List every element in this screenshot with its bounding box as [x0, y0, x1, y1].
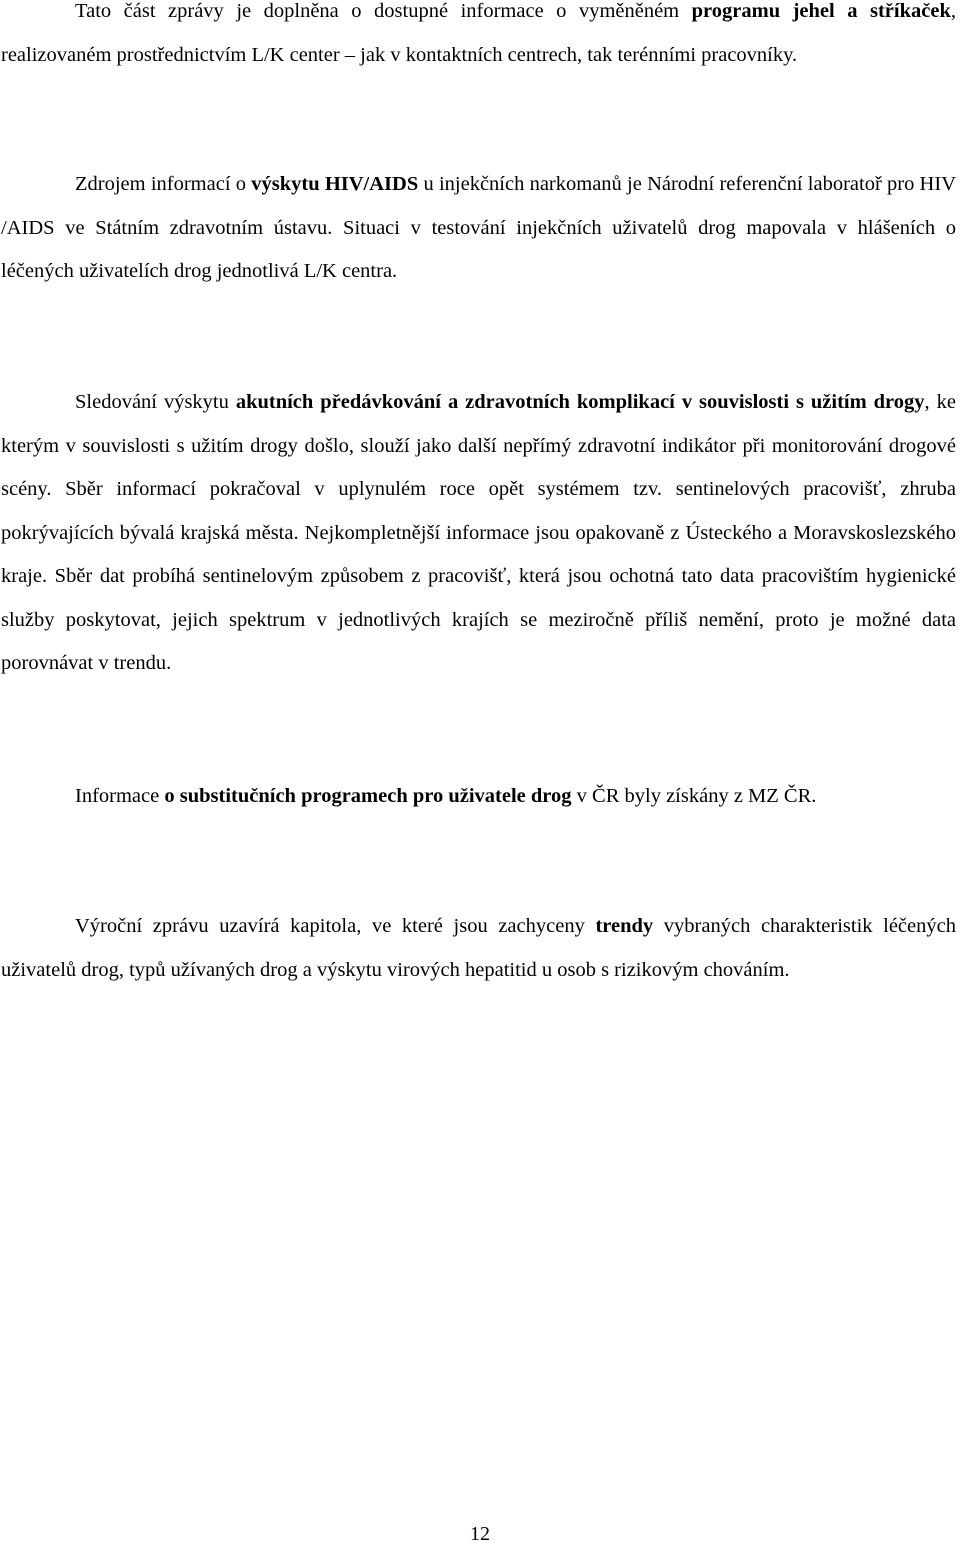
- paragraph-overdoses: [1, 381, 956, 686]
- text-segment: Výroční zprávu uzavírá kapitola, ve které jsou zachyceny: [75, 915, 596, 937]
- paragraph-hiv-aids: [1, 163, 956, 294]
- text-segment: Sledování výskytu: [75, 391, 236, 413]
- page-number: 12: [470, 1523, 490, 1545]
- text-segment: u injekčních narkomanů je Národní referenční laboratoř pro HIV /AIDS ve Státním zdravotním ústavu. Situaci v testování injekčních uživatelů drog mapovala v hlášeních o léčených uživatelích drog jednotlivá L/K centra.: [1, 173, 956, 282]
- text-segment: , realizovaném prostřednictvím L/K center – jak v kontaktních centrech, tak terénními pracovníky.: [1, 0, 956, 66]
- paragraph-substitution: [1, 775, 956, 819]
- text-segment-bold: výskytu HIV/AIDS: [251, 173, 419, 195]
- text-segment: Zdrojem informací o: [75, 173, 252, 195]
- text-segment: v ČR byly získány z MZ ČR.: [571, 785, 817, 807]
- text-segment: , ke kterým v souvislosti s užitím drogy došlo, slouží jako další nepřímý zdravotní indikátor při monitorování drogové scény. Sběr informací pokračoval v uplynulém roce opět systémem tzv. sentinelových pracovišť, zhruba pokrývajících bývalá krajská města. Nejkompletnější informace jsou opakovaně z Ústeckého a Moravskoslezského kraje. Sběr dat probíhá sentinelovým způsobem z pracovišť, která jsou ochotná tato data pracovištím hygienické služby poskytovat, jejich spektrum v jednotlivých krajích se meziročně příliš nemění, proto je možné data porovnávat v trendu.: [1, 391, 956, 674]
- text-segment-bold: o substitučních programech pro uživatele drog: [164, 785, 572, 807]
- text-segment: vybraných charakteristik léčených uživatelů drog, typů užívaných drog a výskytu virových hepatitid u osob s rizikovým chováním.: [1, 915, 956, 981]
- text-segment-bold: programu jehel a stříkaček: [691, 0, 951, 22]
- paragraph-trends: [1, 905, 956, 992]
- paragraph-needle-exchange: [1, 0, 956, 77]
- text-segment: Tato část zprávy je doplněna o dostupné informace o vyměněném: [75, 0, 692, 22]
- text-segment-bold: akutních předávkování a zdravotních komplikací v souvislosti s užitím drogy: [235, 391, 925, 413]
- text-segment: Informace: [75, 785, 165, 807]
- text-segment-bold: trendy: [595, 915, 654, 937]
